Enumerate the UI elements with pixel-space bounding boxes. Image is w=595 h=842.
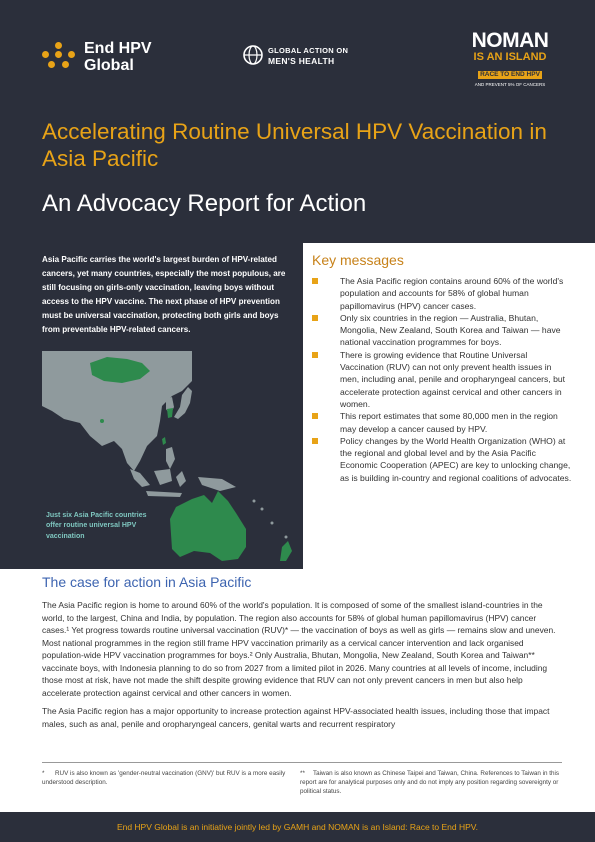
end-hpv-global-logo (42, 40, 192, 76)
south-korea-highlight (167, 408, 173, 418)
gamh-logo (243, 44, 373, 70)
intro-panel (0, 243, 303, 569)
map-caption: Just six Asia Pacific countries offer routine universal HPV vaccination (46, 512, 147, 540)
taiwan-highlight (162, 437, 166, 445)
header-band (0, 0, 595, 243)
key-messages (312, 252, 572, 484)
square-bullet-icon (312, 413, 318, 419)
australia-highlight (170, 491, 246, 561)
square-bullet-icon (312, 352, 318, 358)
footnote-ruv: * RUV is also known as 'gender-neutral vaccination (GNV)' but RUV is a more easily understood description. (42, 770, 286, 786)
key-message-item: Only six countries in the region — Australia, Bhutan, Mongolia, New Zealand, South Korea and Taiwan — have national vaccination programmes for boys. (312, 312, 572, 349)
key-message-item: Policy changes by the World Health Organization (WHO) at the regional and global level and by the Asia Pacific Economic Cooperation (APEC) are key to unlocking change, as is building in-country and regional coalitions of advocates. (312, 435, 572, 484)
section-heading: The case for action in Asia Pacific (42, 574, 252, 590)
body-text (42, 599, 562, 736)
gamh-wordmark: GLOBAL ACTION ON MEN'S HEALTH (268, 46, 349, 66)
footnote-divider (42, 762, 562, 763)
square-bullet-icon (312, 278, 318, 284)
key-message-item: This report estimates that some 80,000 men in the region may develop a cancer caused by HPV. (312, 410, 572, 435)
bhutan-highlight (100, 419, 104, 423)
new-zealand-highlight (280, 541, 292, 561)
footnote-taiwan: ** Taiwan is also known as Chinese Taipei and Taiwan, China. References to Taiwan in this report are for analytical purposes only and do not imply any position regarding sovereignty or political status. (300, 770, 560, 795)
square-bullet-icon (312, 438, 318, 444)
logo-dots-icon (42, 42, 76, 76)
square-bullet-icon (312, 315, 318, 321)
intro-text: Asia Pacific carries the world's largest burden of HPV-related cancers, yet many countries, especially the most populous, are still focusing on girls-only vaccination, leaving boys without access to the HPV vaccine. The next phase of HPV prevention must be universal vaccination, protecting both girls and boys from preventable HPV-related cancers. (42, 255, 286, 334)
report-subtitle: An Advocacy Report for Action (42, 190, 367, 217)
globe-icon (243, 45, 263, 65)
key-message-item: There is growing evidence that Routine Universal Vaccination (RUV) can not only prevent health issues in men, including anal, penile and oropharyngeal cancers, but accelerate protection against cervical and other cancers in women. (312, 349, 572, 410)
key-messages-title: Key messages (312, 252, 404, 268)
key-message-item: The Asia Pacific region contains around 60% of the world's population and accounts for 58% of global human papillomavirus (HPV) cancer cases. (312, 275, 572, 312)
end-hpv-global-wordmark: End HPV Global (84, 40, 152, 74)
noman-logo: NOMAN IS AN ISLAND RACE TO END HPV AND PREVENT 5% OF CANCERS (471, 29, 549, 87)
report-title: Accelerating Routine Universal HPV Vaccination in Asia Pacific (42, 119, 547, 171)
body-paragraph: The Asia Pacific region is home to around 60% of the world's population. It is composed of some of the smallest island-countries in the world, to the largest, China and India, by population. The region also accounts for 58% of global human papillomavirus (HPV) cancer cases.¹ Yet progress towards routine universal vaccination (RUV)* — the vaccination of boys as well as girls — remains slow and uneven. Most national programmes in the region still frame HPV vaccination primarily as a cervical cancer intervention and lack organised population-wide HPV vaccination programmes for boys.² Only Australia, Bhutan, Mongolia, New Zealand, South Korea and Taiwan** vaccinate boys, with Indonesia planning to do so from 2027 from a limited pilot in 2026. Many countries at all levels of income, including those most at risk, have not made the shift despite growing evidence that RUV can not only prevent cancers in men but also help accelerate protection against cervical and other cancers in women. (42, 600, 556, 698)
footer-band: End HPV Global is an initiative jointly led by GAMH and NOMAN is an Island: Race to End HPV. (0, 812, 595, 842)
body-paragraph: The Asia Pacific region has a major opportunity to increase protection against HPV-associated health issues, including those that impact males, such as anal, penile and oropharyngeal cancers, genital warts and recurrent respiratory (42, 706, 550, 729)
